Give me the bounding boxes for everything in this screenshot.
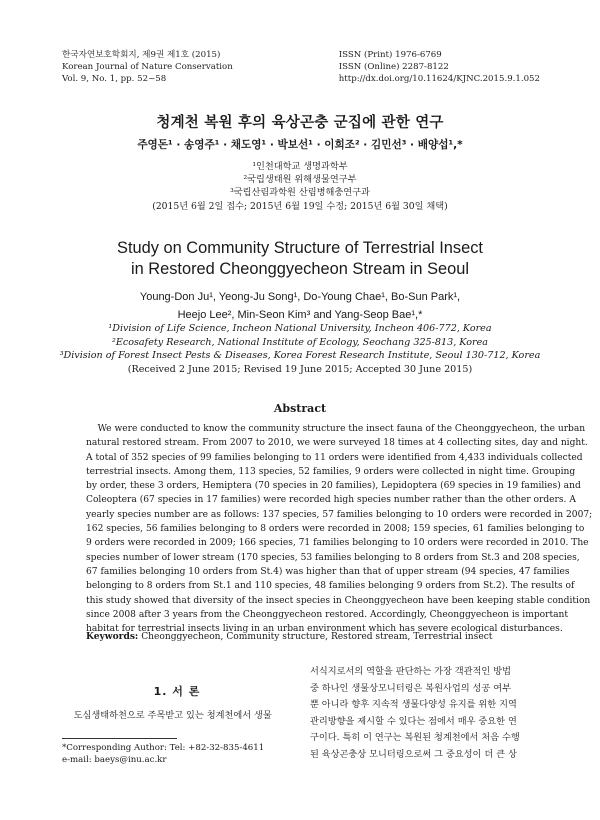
abstract-line: this study showed that diversity of the insect species in Cheonggyecheon have been keeping stable condition: [86, 595, 591, 606]
abstract-line: 67 families belonging 10 orders from St.4) was higher than that of upper stream (94 species, 47 families: [86, 566, 570, 577]
english-title: [0, 238, 600, 280]
left-column-text: 도심생태하천으로 주목받고 있는 청계천에서 생물: [62, 710, 272, 721]
abstract-line: natural restored stream. From 2007 to 2010, we were surveyed 18 times at 4 collecting sites, day and night.: [86, 438, 588, 449]
korean-dates: (2015년 6월 2일 접수; 2015년 6월 19일 수정; 2015년 6월 30일 채택): [152, 200, 448, 212]
keywords: [86, 631, 492, 642]
abstract-line: species number of lower stream (170 species, 53 families belonging to 8 orders from St.3 and 208 species,: [86, 552, 580, 563]
doi-link[interactable]: http://dx.doi.org/10.11624/KJNC.2015.9.1.052: [338, 74, 540, 85]
footnote: [62, 742, 264, 766]
abstract-line: by order, these 3 orders, Hemiptera (70 species in 20 families), Lepidoptera (69 species in 19 families) and: [86, 481, 581, 492]
keywords-label: Keywords:: [86, 631, 139, 642]
english-authors-line-2: Heejo Lee², Min-Seon Kim³ and Yang-Seop Bae¹,*: [177, 308, 423, 321]
corresponding-author: *Corresponding Author: Tel: +82-32-835-4611: [62, 743, 265, 753]
right-column-line: 된 육상곤충상 모니터링으로써 그 중요성이 더 큰 상: [310, 748, 517, 760]
korean-title: 청계천 복원 후의 육상곤충 군집에 관한 연구: [156, 115, 444, 131]
author-email: e-mail: baeys@inu.ac.kr: [62, 755, 167, 765]
korean-affiliation-2: ²국립생태원 위해생물연구부: [243, 174, 357, 186]
abstract-line: 162 species, 56 families belonging to 8 orders were recorded in 2008; 159 species, 61 families belonging to: [86, 524, 585, 535]
journal-volume: Vol. 9, No. 1, pp. 52~58: [62, 74, 167, 85]
journal-header-left: [62, 49, 233, 86]
english-affiliations: [0, 322, 600, 376]
journal-header-right: [339, 49, 540, 86]
english-authors: [0, 289, 600, 324]
right-column-line: 뿐 아니라 향후 지속적 생물다양성 유지를 위한 지역: [310, 699, 517, 711]
korean-affiliation-1: ¹인천대학교 생명과학부: [252, 161, 348, 172]
abstract-heading: Abstract: [273, 402, 327, 415]
issn-print: ISSN (Print) 1976-6769: [338, 50, 442, 60]
section-heading-introduction: 1. 서 론: [153, 685, 201, 698]
journal-korean-name: 한국자연보호학회지, 제9권 제1호 (2015): [62, 50, 221, 60]
abstract-line: terrestrial insects. Among them, 113 species, 52 families, 9 orders were collected in night time. Grouping: [86, 466, 576, 477]
abstract-line: We were conducted to know the community structure the insect fauna of the Cheonggyecheon, the urban: [86, 424, 586, 434]
english-affiliation-1: ¹Division of Life Science, Incheon National University, Incheon 406-772, Korea: [108, 323, 492, 334]
abstract-line: 9 orders were recorded in 2009; 166 species, 71 families belonging to 10 orders were recorded in 2010. The: [86, 538, 589, 549]
english-title-line-2: in Restored Cheonggyecheon Stream in Seoul: [130, 260, 470, 278]
english-dates: (Received 2 June 2015; Revised 19 June 2015; Accepted 30 June 2015): [127, 363, 473, 375]
abstract-line: yearly species number are as follows: 137 species, 57 families belonging to 10 orders were recorded in 2007;: [86, 509, 593, 520]
korean-authors: 주영돈¹ · 송영주¹ · 채도영¹ · 박보선¹ · 이희조² · 김민선³ · 배양섭¹,*: [137, 139, 463, 151]
right-column-line: 서식지로서의 역할을 판단하는 가장 객관적인 방법: [310, 666, 511, 677]
english-authors-line-1: Young-Don Ju¹, Yeong-Ju Song¹, Do-Young Chae¹, Bo-Sun Park¹,: [139, 291, 461, 303]
abstract-line: since 2008 after 3 years from the Cheonggyecheon restored. Accordingly, Cheonggyecheon is important: [86, 609, 569, 620]
abstract-line: belonging to 8 orders from St.1 and 110 species, 48 families belonging 9 orders from St.2). The results of: [86, 581, 575, 592]
english-affiliation-3: ³Division of Forest Insect Pests & Diseases, Korea Forest Research Institute, Seoul 130-712, Korea: [59, 350, 541, 362]
abstract-line: A total of 352 species of 99 families belonging to 11 orders were identified from 4,433 individuals collected: [86, 452, 583, 463]
keywords-list: Cheonggyecheon, Community structure, Restored stream, Terrestrial insect: [138, 632, 493, 642]
right-column-text: [310, 664, 540, 764]
journal-english-name: Korean Journal of Nature Conservation: [62, 62, 233, 73]
right-column-line: 구이다. 특히 이 연구는 복원된 청계천에서 처음 수행: [310, 732, 520, 744]
korean-affiliation-3: ³국립산림과학원 산림병해충연구과: [230, 187, 370, 199]
english-affiliation-2: ²Ecosafety Research, National Institute of Ecology, Seochang 325-813, Korea: [112, 336, 488, 348]
abstract-body: [86, 422, 593, 636]
right-column-line: 중 하나인 생물상모니터링은 복원사업의 성공 여부: [310, 682, 511, 694]
abstract-line: Coleoptera (67 species in 17 families) were recorded high species number rather than the other orders. A: [86, 495, 576, 506]
right-column-line: 관리방향을 제시할 수 있다는 점에서 매우 중요한 연: [310, 715, 517, 727]
english-title-line-1: Study on Community Structure of Terrestrial Insect: [117, 239, 483, 257]
footnote-divider: [62, 738, 177, 739]
abstract-line: habitat for terrestrial insects living in an urban environment which has severe ecological disturbances.: [86, 624, 563, 635]
korean-affiliations: [0, 160, 600, 213]
issn-online: ISSN (Online) 2287-8122: [338, 62, 449, 73]
